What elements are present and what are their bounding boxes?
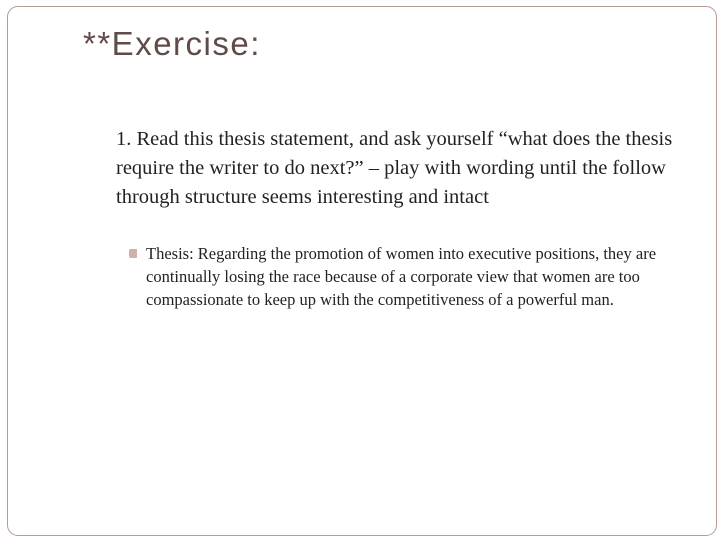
- thesis-bullet-item: [129, 242, 674, 311]
- thesis-text: Thesis: Regarding the promotion of women into executive positions, they are continually losing the race because of a corporate view that women are too compassionate to keep up with the competitiveness of a powerful man.: [146, 244, 657, 309]
- exercise-instruction: 1. Read this thesis statement, and ask yourself “what does the thesis require the writer to do next?” – play with wording until the follow through structure seems interesting and intact: [116, 128, 673, 208]
- bullet-marker-icon: [129, 249, 137, 258]
- slide-title: **Exercise:: [83, 25, 261, 62]
